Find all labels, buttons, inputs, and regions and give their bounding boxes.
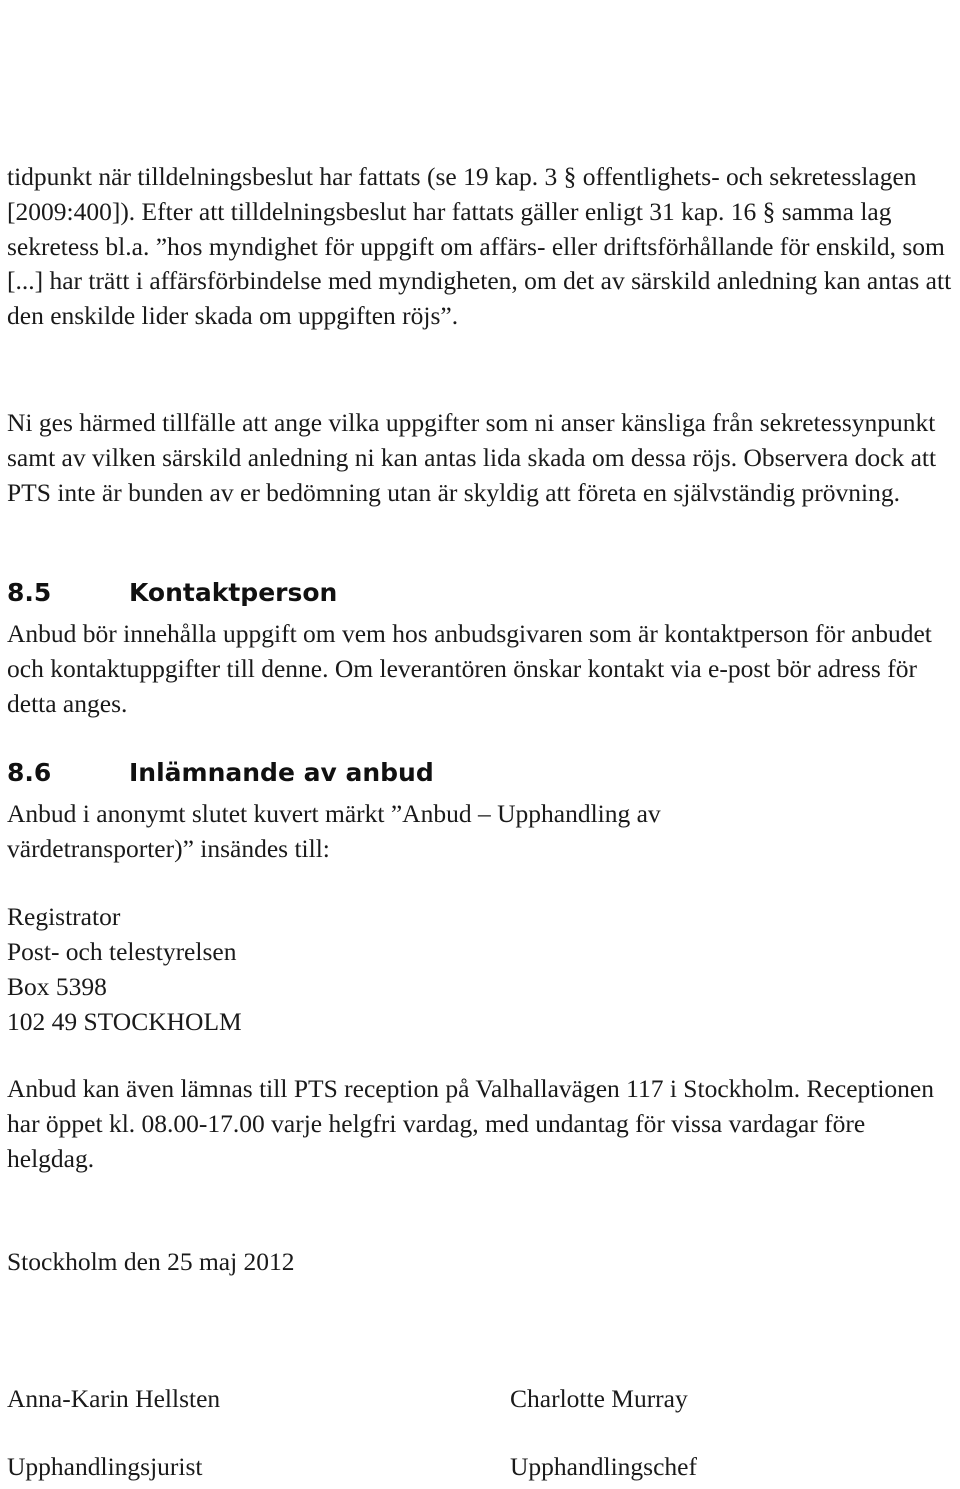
section-title: Inlämnande av anbud [129, 758, 434, 787]
section-number: 8.5 [7, 578, 52, 607]
postal-address [7, 899, 957, 1039]
signatory-right-name: Charlotte Murray [510, 1384, 688, 1413]
address-line: 102 49 STOCKHOLM [7, 1007, 242, 1036]
address-line: Registrator [7, 902, 121, 931]
paragraph-inlamnande: Anbud i anonymt slutet kuvert märkt ”Anbud – Upphandling av värdetransporter)” insändes till: [7, 799, 661, 863]
paragraph-kontaktperson: Anbud bör innehålla uppgift om vem hos anbudsgivaren som är kontaktperson för anbudet och kontaktuppgifter till denne. Om leverantören önskar kontakt via e-post bör adress för detta anges. [7, 619, 932, 718]
date-line: Stockholm den 25 maj 2012 [7, 1247, 295, 1276]
address-line: Post- och telestyrelsen [7, 937, 237, 966]
signatory-right-title: Upphandlingschef [510, 1452, 697, 1481]
section-heading-8-5 [7, 577, 957, 609]
section-title: Kontaktperson [129, 578, 338, 607]
signatory-left-name: Anna-Karin Hellsten [7, 1384, 221, 1413]
address-line: Box 5398 [7, 972, 107, 1001]
paragraph-reception: Anbud kan även lämnas till PTS reception på Valhallavägen 117 i Stockholm. Receptionen har öppet kl. 08.00-17.00 varje helgfri vardag, med undantag för vissa vardagar före helgdag. [7, 1074, 935, 1173]
section-heading-8-6 [7, 757, 957, 789]
signatory-left-title: Upphandlingsjurist [7, 1452, 203, 1481]
section-number: 8.6 [7, 758, 52, 787]
paragraph-kansliga-uppgifter: Ni ges härmed tillfälle att ange vilka uppgifter som ni anser känsliga från sekretessynpunkt samt av vilken särskild anledning ni kan antas lida skada om dessa röjs. Observera dock att PTS inte är bunden av er bedömning utan är skyldig att företa en självständig prövning. [7, 408, 937, 507]
paragraph-sekretess: tidpunkt när tilldelningsbeslut har fattats (se 19 kap. 3 § offentlighets- och sekretesslagen [2009:400]). Efter att tilldelningsbeslut har fattats gäller enligt 31 kap. 16 § samma lag sekretess bl.a. ”hos myndighet för uppgift om affärs- eller driftsförhållande för enskild, som [...] har trätt i affärsförbindelse med myndigheten, om det av särskild anledning kan antas att den enskilde lider skada om uppgiften röjs”. [7, 162, 952, 331]
